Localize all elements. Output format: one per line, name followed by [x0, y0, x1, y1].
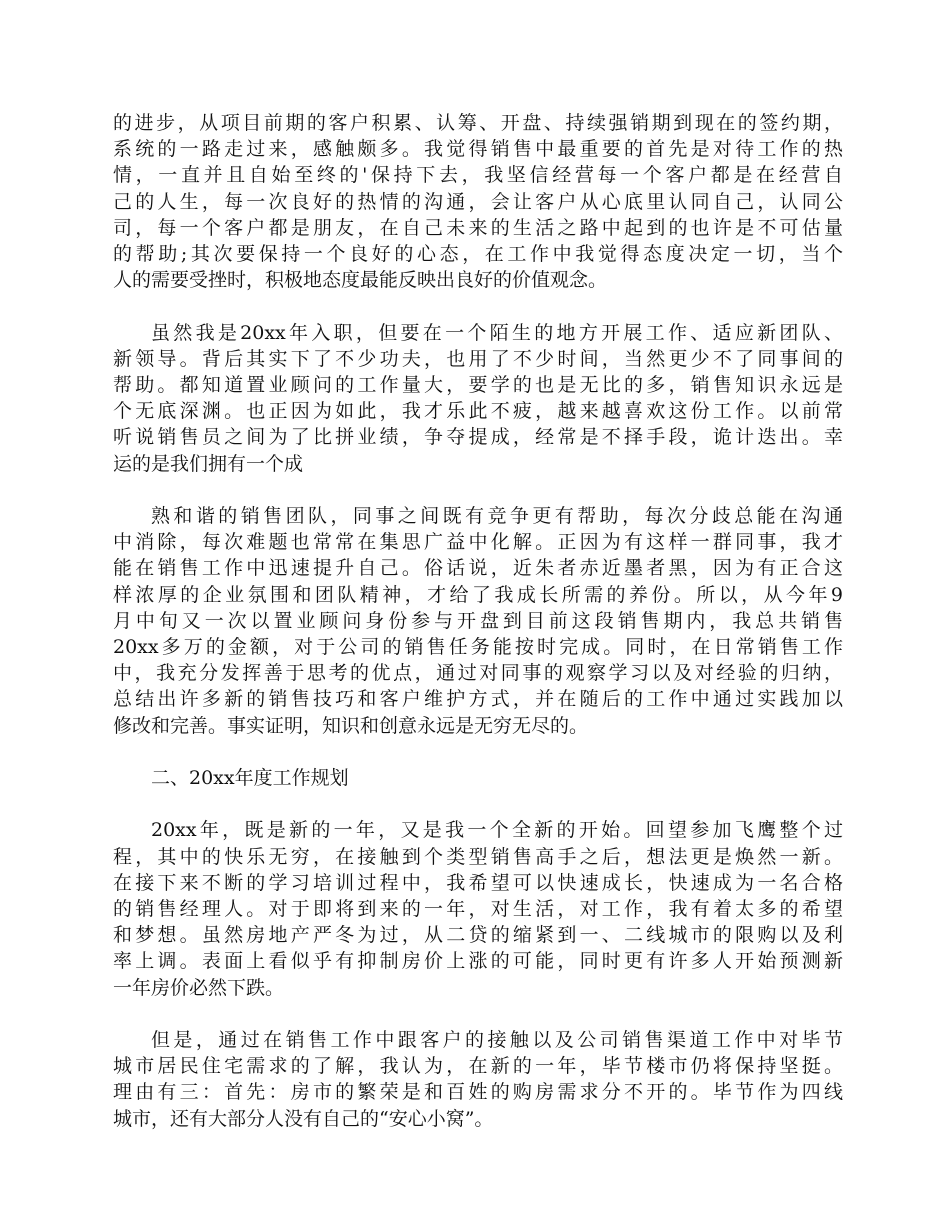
text-line: 的进步，从项目前期的客户积累、认筹、开盘、持续强销期到现在的签约期，	[113, 112, 843, 134]
paragraph-5	[113, 1027, 843, 1132]
text-line: 月中旬又一次以置业顾问身份参与开盘到目前这段销售期内，我总共销售	[113, 609, 843, 632]
text-line: 率上调。表面上看似乎有抑制房价上涨的可能，同时更有许多人开始预测新	[113, 950, 843, 973]
text-line: 中，我充分发挥善于思考的优点，通过对同事的观察学习以及对经验的归纳，	[113, 662, 843, 685]
text-line: 系统的一路走过来，感触颇多。我觉得销售中最重要的首先是对待工作的热	[113, 138, 843, 161]
text-line: 能在销售工作中迅速提升自己。俗话说，近朱者赤近墨者黑，因为有正合这	[113, 557, 843, 580]
text-line: 总结出许多新的销售技巧和客户维护方式，并在随后的工作中通过实践加以	[113, 688, 843, 711]
text-line: 修改和完善。事实证明，知识和创意永远是无穷无尽的。	[113, 714, 589, 737]
text-line: 但是，通过在销售工作中跟客户的接触以及公司销售渠道工作中对毕节	[151, 1029, 843, 1052]
text-line: 样浓厚的企业氛围和团队精神，才给了我成长所需的养份。所以，从今年9	[113, 583, 843, 606]
text-line: 一年房价必然下跌。	[113, 976, 285, 999]
paragraph-3	[113, 503, 843, 739]
text-line: 中消除，每次难题也常常在集思广益中化解。正因为有这样一群同事，我才	[113, 531, 843, 554]
text-line: 听说销售员之间为了比拼业绩，争夺提成，经常是不择手段，诡计迭出。幸	[113, 426, 843, 449]
section-heading: 二、20xx年度工作规划	[151, 767, 349, 790]
text-line: 个无底深渊。也正因为如此，我才乐此不疲，越来越喜欢这份工作。以前常	[113, 400, 843, 423]
paragraph-4	[113, 817, 843, 1000]
text-line: 理由有三：首先：房市的繁荣是和百姓的购房需求分不开的。毕节作为四线	[113, 1081, 843, 1104]
text-line: 程，其中的快乐无穷，在接触到个类型销售高手之后，想法更是焕然一新。	[113, 845, 843, 868]
text-line: 20xx多万的金额，对于公司的销售任务能按时完成。同时，在日常销售工作	[113, 636, 843, 659]
text-line: 城市，还有大部分人没有自己的“安心小窝”。	[113, 1107, 494, 1130]
text-line: 城市居民住宅需求的了解，我认为，在新的一年，毕节楼市仍将保持坚挺。	[113, 1055, 843, 1078]
text-line: 运的是我们拥有一个成	[113, 452, 304, 475]
text-line: 和梦想。虽然房地产严冬为过，从二贷的缩紧到一、二线城市的限购以及利	[113, 924, 843, 947]
text-line: 己的人生，每一次良好的热情的沟通，会让客户从心底里认同自己，认同公	[113, 190, 843, 213]
text-line: 20xx年，既是新的一年，又是我一个全新的开始。回望参加飞鹰整个过	[151, 819, 843, 842]
text-line: 在接下来不断的学习培训过程中，我希望可以快速成长，快速成为一名合格	[113, 871, 843, 894]
text-line: 新领导。背后其实下了不少功夫，也用了不少时间，当然更少不了同事间的	[113, 347, 843, 370]
text-line: 的帮助;其次要保持一个良好的心态，在工作中我觉得态度决定一切，当个	[113, 243, 843, 266]
paragraph-1	[113, 110, 843, 293]
paragraph-2	[113, 320, 843, 477]
document-body	[113, 110, 843, 1158]
text-line: 熟和谐的销售团队，同事之间既有竞争更有帮助，每次分歧总能在沟通	[151, 505, 843, 528]
text-line: 情，一直并且自始至终的'保持下去，我坚信经营每一个客户都是在经营自	[113, 164, 843, 187]
text-line: 帮助。都知道置业顾问的工作量大，要学的也是无比的多，销售知识永远是	[113, 374, 843, 397]
text-line: 虽然我是20xx年入职，但要在一个陌生的地方开展工作、适应新团队、	[151, 321, 843, 344]
text-line: 的销售经理人。对于即将到来的一年，对生活，对工作，我有着太多的希望	[113, 898, 843, 921]
text-line: 司，每一个客户都是朋友，在自己未来的生活之路中起到的也许是不可估量	[113, 216, 843, 239]
text-line: 人的需要受挫时，积极地态度最能反映出良好的价值观念。	[113, 269, 608, 292]
